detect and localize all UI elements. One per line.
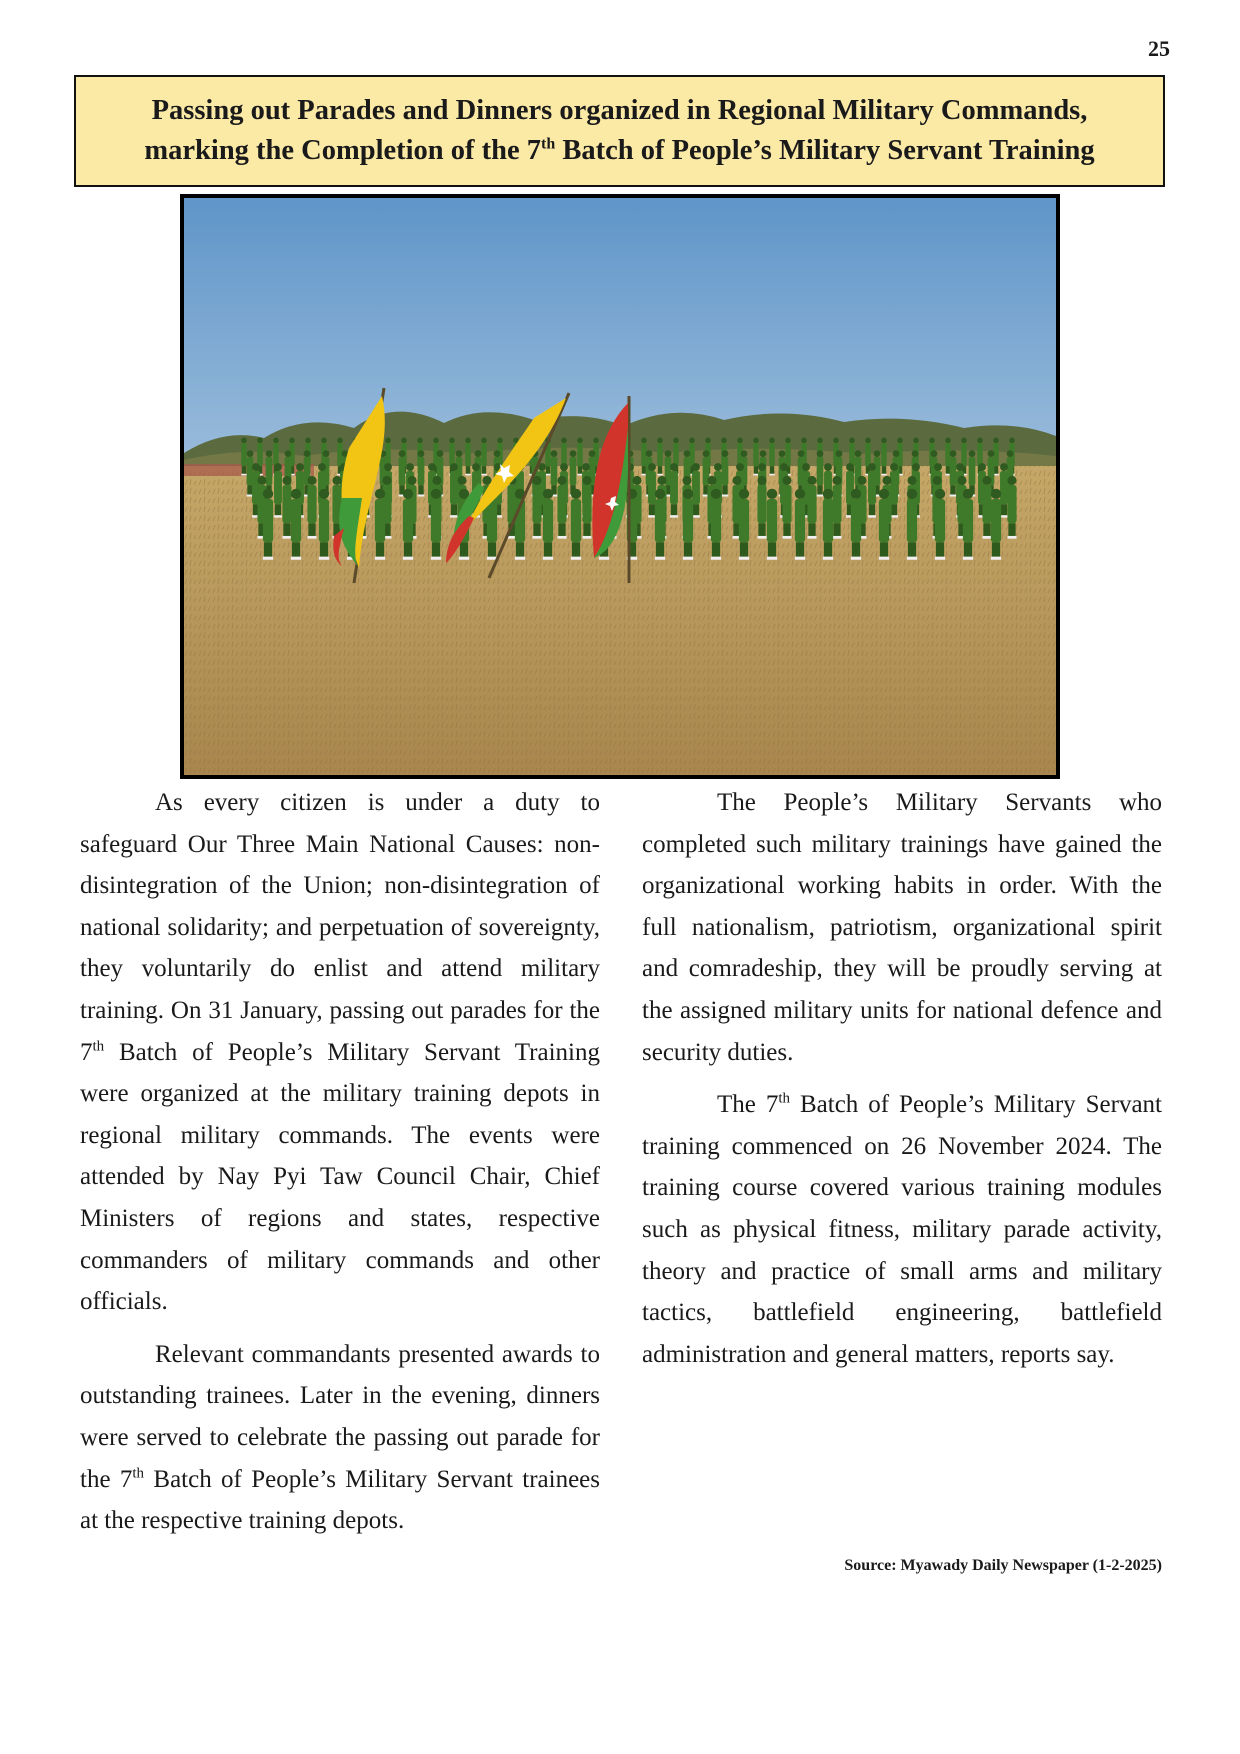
page-number: 25 [1148, 36, 1170, 61]
parade-photo-illustration [184, 198, 1056, 775]
headline-line-1: Passing out Parades and Dinners organized in Regional Military Commands, [151, 95, 1088, 126]
article-paragraph: The People’s Military Servants who completed such military trainings have gained the organizational working habits in order. With the full nationalism, patriotism, organizational spirit and comradeship, they will be proudly serving at the assigned military units for national defence and security duties. [642, 789, 1162, 1066]
article-right-column [642, 782, 1162, 1386]
headline-box [74, 75, 1165, 187]
source-credit: Source: Myawady Daily Newspaper (1-2-2025) [844, 1557, 1162, 1574]
article-left-column [80, 782, 600, 1553]
article-paragraph: The 7th Batch of People’s Military Servant training commenced on 26 November 2024. The training course covered various training modules such as physical fitness, military parade activity, theory and practice of small arms and military tactics, battlefield engineering, battlefield administration and general matters, reports say. [642, 1090, 1163, 1368]
article-paragraph: Relevant commandants presented awards to outstanding trainees. Later in the evening, dinners were served to celebrate the passing out parade for the 7th Batch of People’s Military Servant trainees at the respective training depots. [80, 1340, 601, 1535]
article-paragraph: As every citizen is under a duty to safeguard Our Three Main National Causes: non-disintegration of the Union; non-disintegration of national solidarity; and perpetuation of sovereignty, they voluntarily do enlist and attend military training. On 31 January, passing out parades for the 7th Batch of People’s Military Servant Training were organized at the military training depots in regional military commands. The events were attended by Nay Pyi Taw Council Chair, Chief Ministers of regions and states, respective commanders of military commands and other officials. [80, 789, 600, 1316]
parade-photo [180, 194, 1060, 779]
headline-line-2: marking the Completion of the 7th Batch of People’s Military Servant Training [144, 135, 1095, 166]
